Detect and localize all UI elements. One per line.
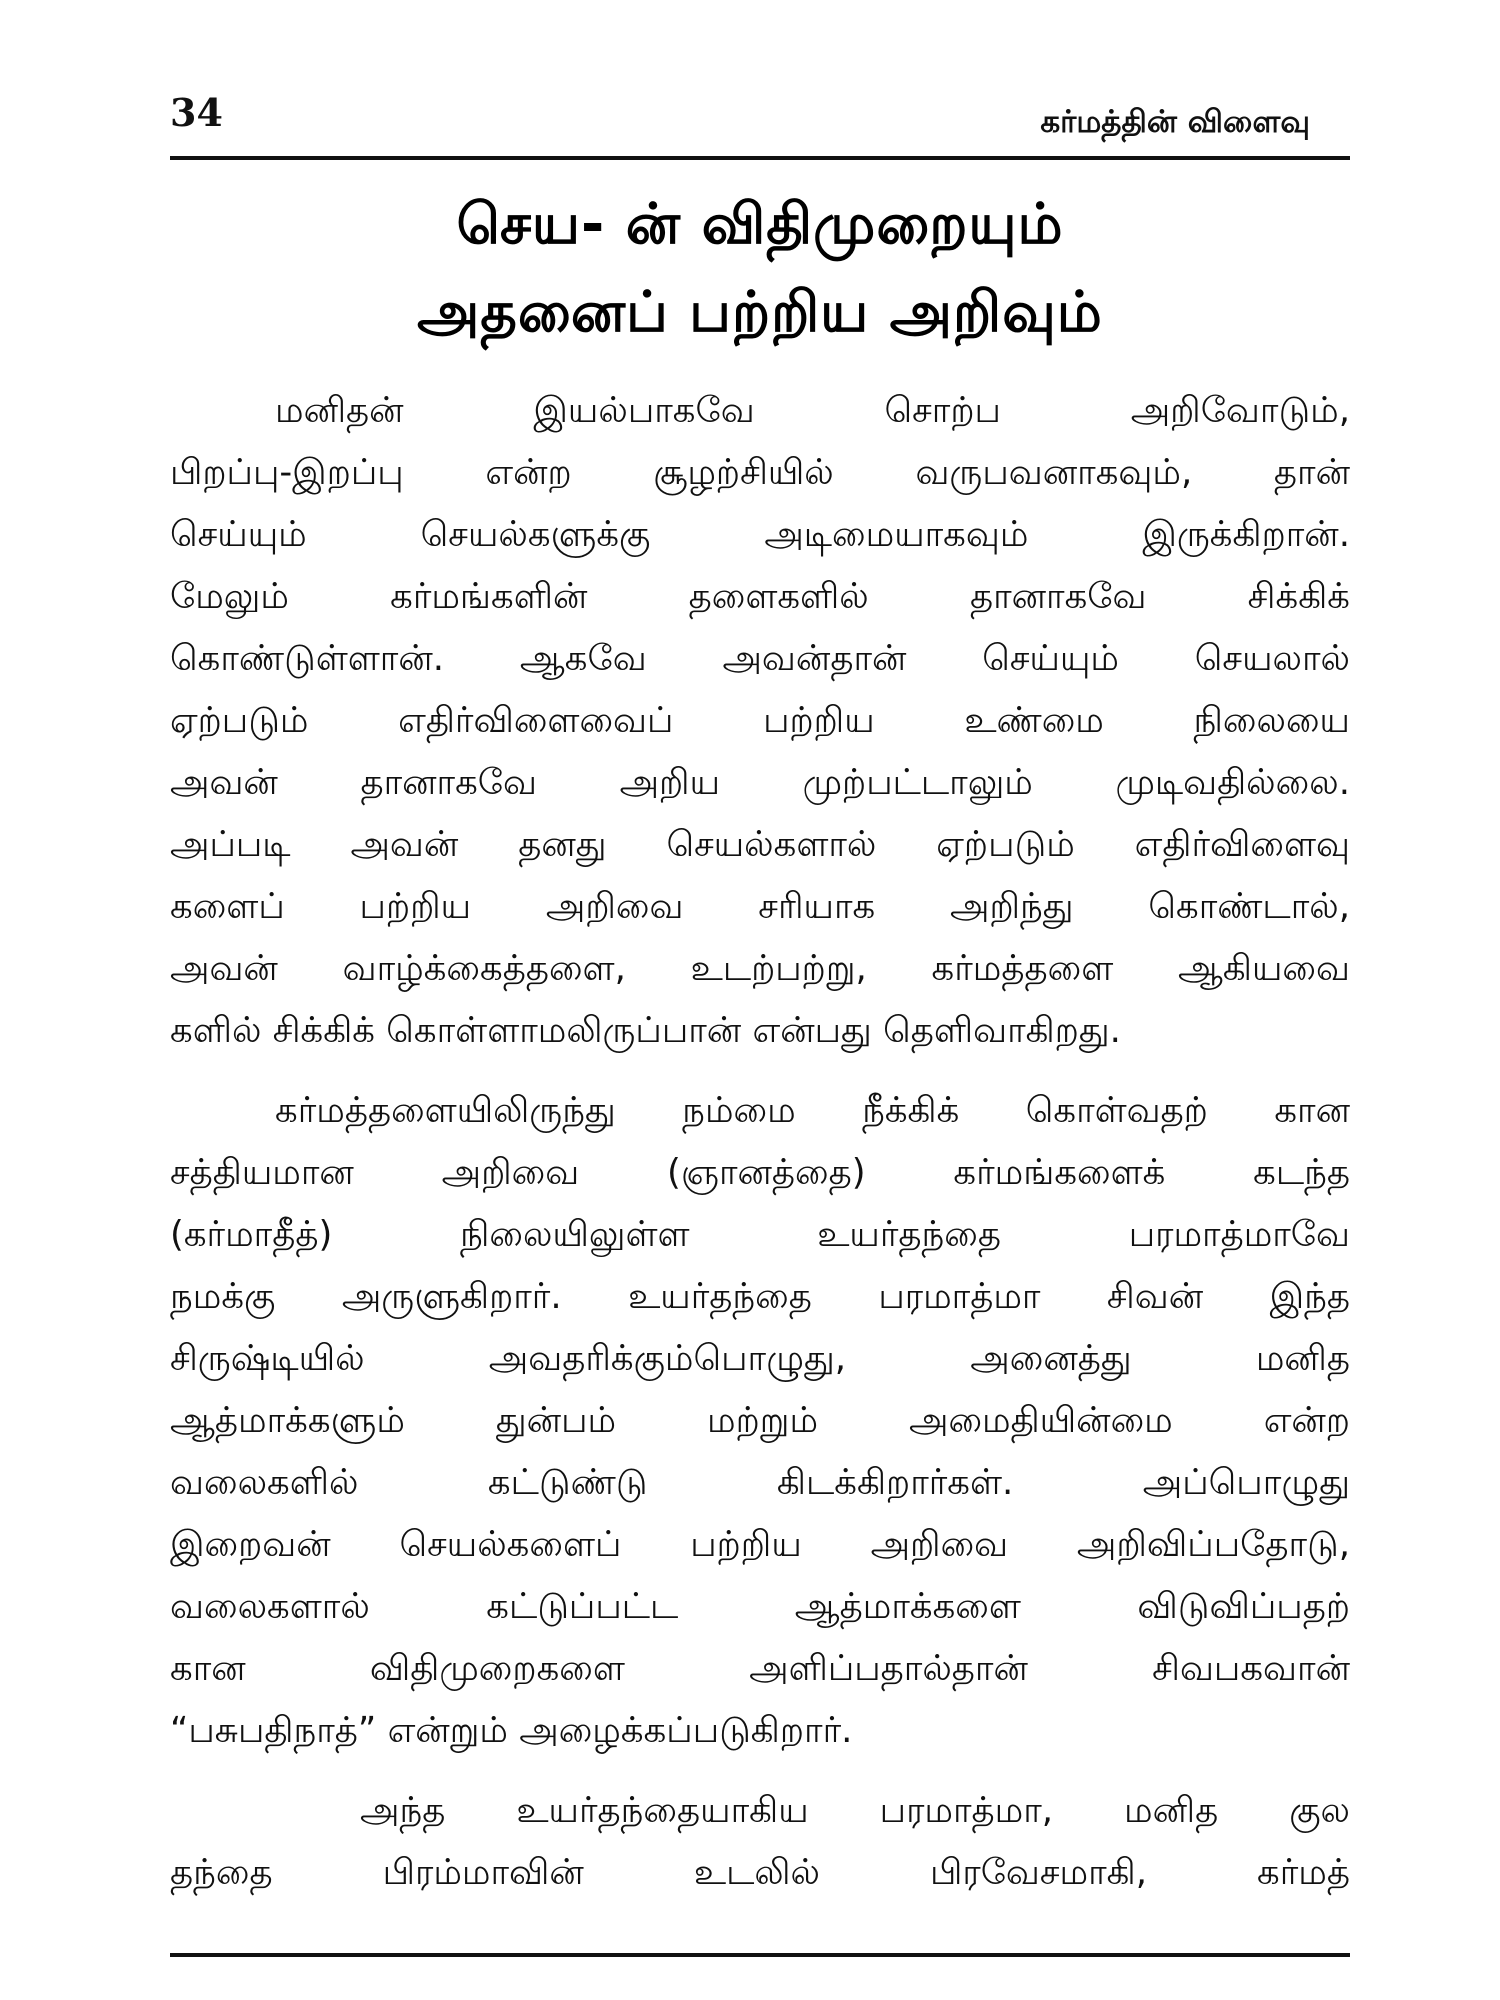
text-line: “பசுபதிநாத்” என்றும் அழைக்கப்படுகிறார். <box>170 1710 853 1751</box>
text-line: அவன் தானாகவே அறிய முற்பட்டாலும் முடிவதில்லை. <box>170 762 1350 803</box>
page-number: 34 <box>170 90 223 135</box>
text-line: செய்யும் செயல்களுக்கு அடிமையாகவும் இருக்கிறான். <box>170 514 1350 555</box>
text-line: கொண்டுள்ளான். ஆகவே அவன்தான் செய்யும் செயலால் <box>170 638 1350 679</box>
text-line: அந்த உயர்தந்தையாகிய பரமாத்மா, மனித குல <box>360 1790 1350 1831</box>
body-text <box>170 380 1350 1904</box>
paragraph-2 <box>170 1080 1350 1762</box>
book-page <box>170 80 1350 1970</box>
text-line: ஆத்மாக்களும் துன்பம் மற்றும் அமைதியின்மை என்ற <box>170 1400 1350 1441</box>
header-rule <box>170 156 1350 160</box>
text-line: (கர்மாதீத்) நிலையிலுள்ள உயர்தந்தை பரமாத்மாவே <box>170 1214 1350 1255</box>
footer-rule <box>170 1953 1350 1957</box>
text-line: நமக்கு அருளுகிறார். உயர்தந்தை பரமாத்மா சிவன் இந்த <box>170 1276 1350 1317</box>
running-title: கர்மத்தின் விளைவு <box>1040 104 1310 140</box>
text-line: தந்தை பிரம்மாவின் உடலில் பிரவேசமாகி, கர்மத் <box>170 1852 1350 1893</box>
text-line: சிருஷ்டியில் அவதரிக்கும்பொழுது, அனைத்து மனித <box>170 1338 1350 1379</box>
text-line: பிறப்பு-இறப்பு என்ற சூழற்சியில் வருபவனாகவும், தான் <box>170 452 1350 493</box>
text-line: அப்படி அவன் தனது செயல்களால் ஏற்படும் எதிர்விளைவு <box>170 824 1350 865</box>
text-line: சத்தியமான அறிவை (ஞானத்தை) கர்மங்களைக் கடந்த <box>170 1152 1350 1193</box>
paragraph-1 <box>170 380 1350 1062</box>
text-line: களைப் பற்றிய அறிவை சரியாக அறிந்து கொண்டால், <box>170 886 1350 927</box>
page-header <box>170 90 1350 150</box>
text-line: இறைவன் செயல்களைப் பற்றிய அறிவை அறிவிப்பதோடு, <box>170 1524 1350 1565</box>
text-line: கர்மத்தளையிலிருந்து நம்மை நீக்கிக் கொள்வதற் கான <box>275 1090 1350 1131</box>
paragraph-3 <box>170 1780 1350 1904</box>
text-line: வலைகளில் கட்டுண்டு கிடக்கிறார்கள். அப்பொழுது <box>170 1462 1350 1503</box>
text-line: அவன் வாழ்க்கைத்தளை, உடற்பற்று, கர்மத்தளை ஆகியவை <box>170 948 1350 989</box>
text-line: வலைகளால் கட்டுப்பட்ட ஆத்மாக்களை விடுவிப்பதற் <box>170 1586 1350 1627</box>
text-line: ஏற்படும் எதிர்விளைவைப் பற்றிய உண்மை நிலையை <box>170 700 1350 741</box>
text-line: மனிதன் இயல்பாகவே சொற்ப அறிவோடும், <box>275 390 1350 431</box>
text-line: களில் சிக்கிக் கொள்ளாமலிருப்பான் என்பது தெளிவாகிறது. <box>170 1010 1121 1051</box>
chapter-title-line-1: செய- ன் விதிமுறையும் <box>456 192 1064 257</box>
chapter-title-line-2: அதனைப் பற்றிய அறிவும் <box>417 280 1103 345</box>
text-line: மேலும் கர்மங்களின் தளைகளில் தானாகவே சிக்கிக் <box>170 576 1350 617</box>
text-line: கான விதிமுறைகளை அளிப்பதால்தான் சிவபகவான் <box>170 1648 1350 1689</box>
